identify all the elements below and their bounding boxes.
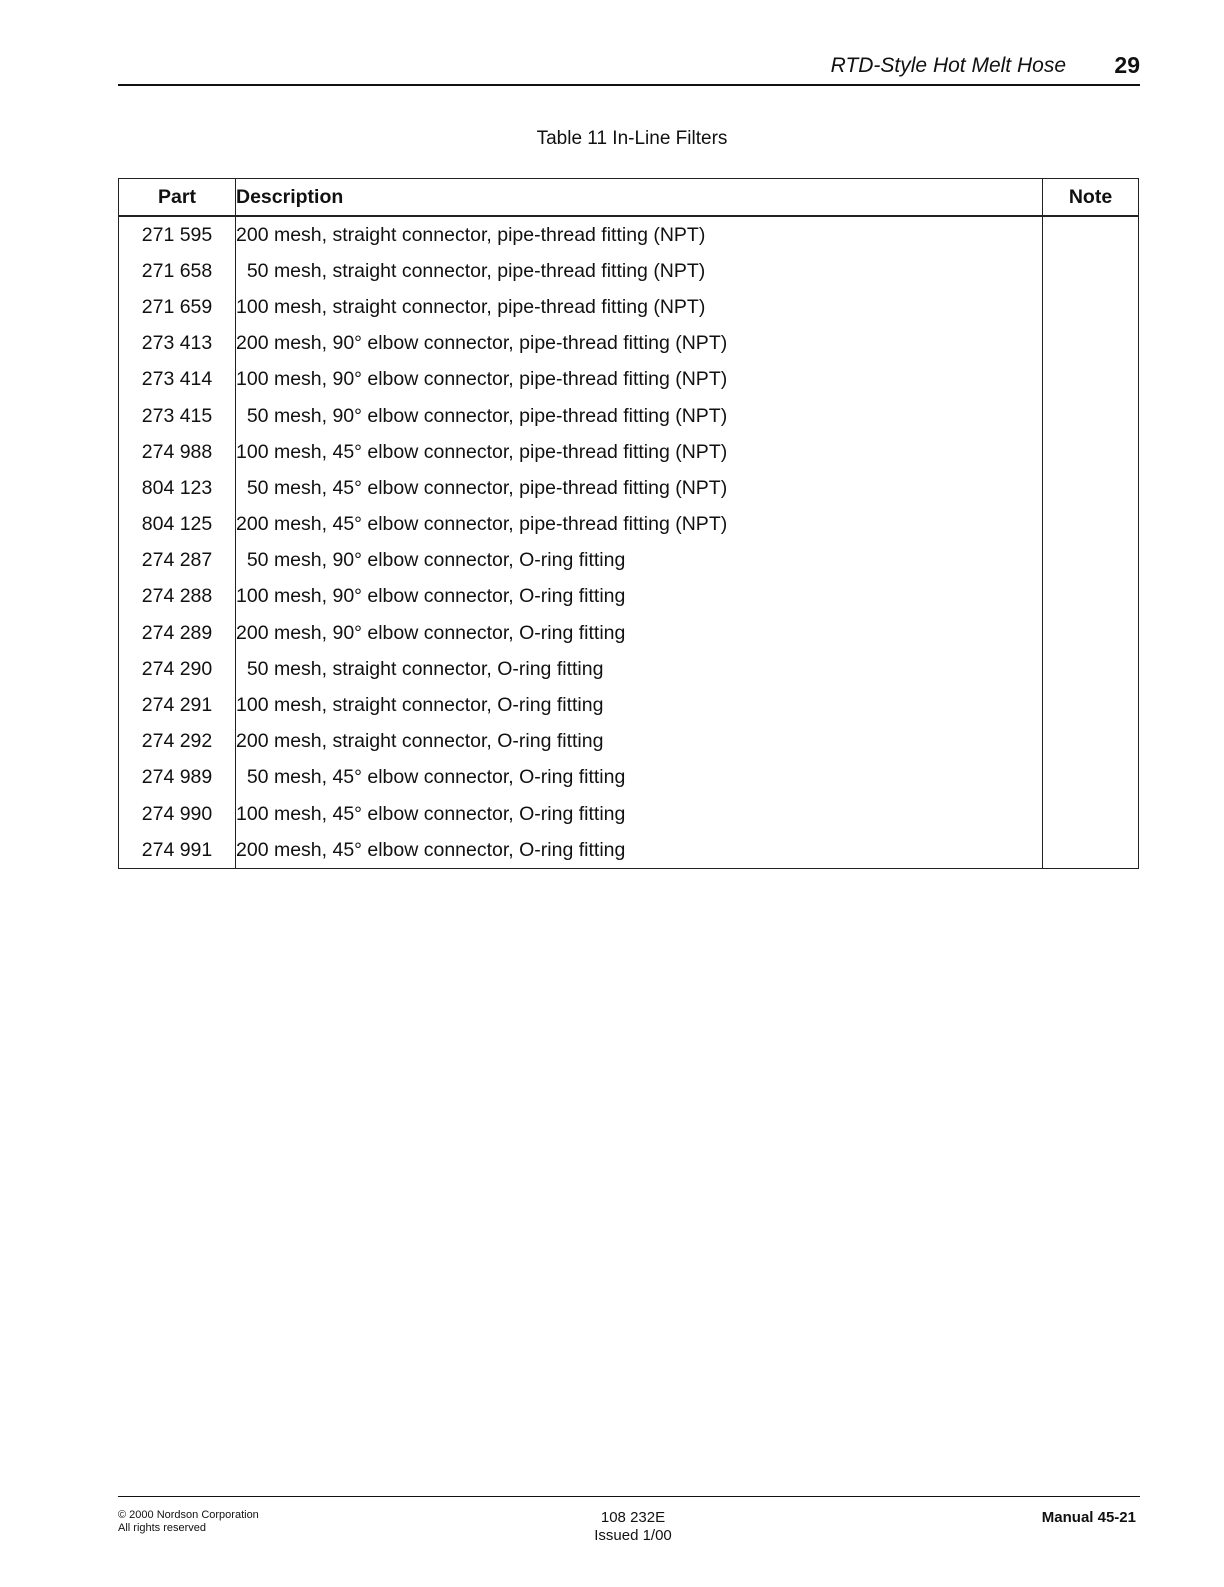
note-cell [1043, 760, 1139, 796]
part-number-cell: 274 991 [119, 832, 236, 869]
description-cell: 50 mesh, straight connector, pipe-thread fitting (NPT) [236, 253, 1043, 289]
description-cell: 100 mesh, 45° elbow connector, pipe-thread fitting (NPT) [236, 434, 1043, 470]
note-cell [1043, 651, 1139, 687]
footer-manual: Manual 45-21 [1041, 1509, 1136, 1526]
table-row [119, 253, 1139, 289]
description-cell: 50 mesh, 90° elbow connector, pipe-thread fitting (NPT) [236, 398, 1043, 434]
description-cell: 200 mesh, 45° elbow connector, pipe-thread fitting (NPT) [236, 507, 1043, 543]
page-header [118, 52, 1140, 86]
note-cell [1043, 470, 1139, 506]
table-body [119, 216, 1139, 869]
column-header-description: Description [236, 179, 1043, 217]
table-row [119, 216, 1139, 253]
part-number-cell: 273 414 [119, 362, 236, 398]
page-footer [118, 1496, 1140, 1544]
description-cell: 50 mesh, 45° elbow connector, pipe-thread fitting (NPT) [236, 470, 1043, 506]
part-number-cell: 274 289 [119, 615, 236, 651]
in-line-filters-table [118, 178, 1139, 869]
part-number-cell: 274 990 [119, 796, 236, 832]
table-row [119, 507, 1139, 543]
table-row [119, 326, 1139, 362]
part-number-cell: 271 658 [119, 253, 236, 289]
note-cell [1043, 507, 1139, 543]
description-cell: 100 mesh, 90° elbow connector, O-ring fitting [236, 579, 1043, 615]
part-number-cell: 274 291 [119, 687, 236, 723]
note-cell [1043, 289, 1139, 325]
part-number-cell: 274 290 [119, 651, 236, 687]
part-number-cell: 274 988 [119, 434, 236, 470]
table-row [119, 687, 1139, 723]
table-row [119, 543, 1139, 579]
part-number-cell: 274 288 [119, 579, 236, 615]
table-caption: Table 11 In-Line Filters [536, 128, 728, 149]
header-title: RTD-Style Hot Melt Hose [830, 54, 1066, 77]
note-cell [1043, 796, 1139, 832]
table-row [119, 724, 1139, 760]
note-cell [1043, 615, 1139, 651]
description-cell: 100 mesh, 90° elbow connector, pipe-thread fitting (NPT) [236, 362, 1043, 398]
footer-doc-block [528, 1509, 738, 1545]
page-number: 29 [1114, 52, 1140, 78]
table-header-row [119, 179, 1139, 217]
table-row [119, 362, 1139, 398]
part-number-cell: 271 595 [119, 216, 236, 253]
description-cell: 50 mesh, 45° elbow connector, O-ring fitting [236, 760, 1043, 796]
note-cell [1043, 687, 1139, 723]
note-cell [1043, 216, 1139, 253]
column-header-part: Part [119, 179, 236, 217]
note-cell [1043, 434, 1139, 470]
description-cell: 50 mesh, 90° elbow connector, O-ring fitting [236, 543, 1043, 579]
description-cell: 200 mesh, 90° elbow connector, pipe-thread fitting (NPT) [236, 326, 1043, 362]
description-cell: 200 mesh, straight connector, O-ring fitting [236, 724, 1043, 760]
note-cell [1043, 832, 1139, 869]
table-row [119, 760, 1139, 796]
table-row [119, 398, 1139, 434]
column-header-note: Note [1043, 179, 1139, 217]
footer-rights: All rights reserved [118, 1522, 207, 1534]
part-number-cell: 274 292 [119, 724, 236, 760]
footer-issued: Issued 1/00 [594, 1527, 672, 1544]
footer-copyright: © 2000 Nordson Corporation [118, 1509, 259, 1521]
note-cell [1043, 362, 1139, 398]
note-cell [1043, 724, 1139, 760]
part-number-cell: 271 659 [119, 289, 236, 325]
description-cell: 200 mesh, straight connector, pipe-thread fitting (NPT) [236, 216, 1043, 253]
description-cell: 100 mesh, straight connector, O-ring fitting [236, 687, 1043, 723]
table-row [119, 434, 1139, 470]
description-cell: 200 mesh, 90° elbow connector, O-ring fitting [236, 615, 1043, 651]
footer-doc-number: 108 232E [600, 1509, 666, 1526]
part-number-cell: 273 413 [119, 326, 236, 362]
table-row [119, 796, 1139, 832]
note-cell [1043, 579, 1139, 615]
table-row [119, 579, 1139, 615]
part-number-cell: 274 989 [119, 760, 236, 796]
note-cell [1043, 326, 1139, 362]
table-row [119, 470, 1139, 506]
note-cell [1043, 543, 1139, 579]
description-cell: 200 mesh, 45° elbow connector, O-ring fitting [236, 832, 1043, 869]
description-cell: 50 mesh, straight connector, O-ring fitting [236, 651, 1043, 687]
part-number-cell: 273 415 [119, 398, 236, 434]
part-number-cell: 274 287 [119, 543, 236, 579]
description-cell: 100 mesh, straight connector, pipe-thread fitting (NPT) [236, 289, 1043, 325]
table-row [119, 615, 1139, 651]
footer-copyright-block [118, 1509, 259, 1535]
table-row [119, 289, 1139, 325]
note-cell [1043, 253, 1139, 289]
table-row [119, 651, 1139, 687]
description-cell: 100 mesh, 45° elbow connector, O-ring fitting [236, 796, 1043, 832]
note-cell [1043, 398, 1139, 434]
part-number-cell: 804 123 [119, 470, 236, 506]
table-row [119, 832, 1139, 869]
part-number-cell: 804 125 [119, 507, 236, 543]
